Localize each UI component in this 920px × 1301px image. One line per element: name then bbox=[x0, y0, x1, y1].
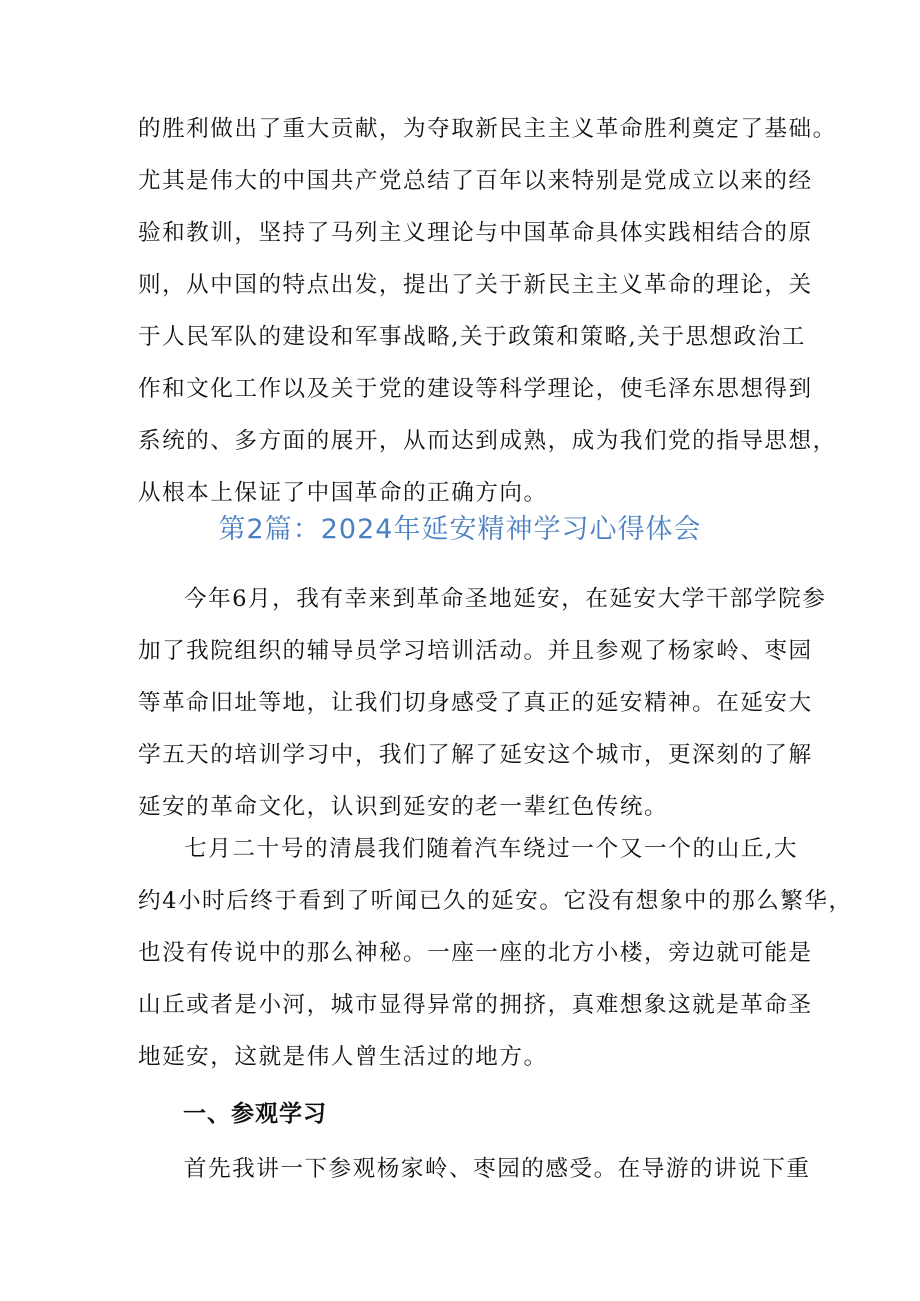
paragraph-line: 山丘或者是小河，城市显得异常的拥挤，真难想象这就是革命圣 bbox=[138, 992, 813, 1018]
paragraph-line: 学五天的培训学习中，我们了解了延安这个城市，更深刻的了解 bbox=[138, 742, 813, 768]
paragraph-line: 首先我讲一下参观杨家岭、枣园的感受。在导游的讲说下重 bbox=[184, 1156, 811, 1182]
body-paragraph-1 bbox=[138, 573, 827, 833]
paragraph-line: 则，从中国的特点出发，提出了关于新民主主义革命的理论，关 bbox=[138, 272, 813, 298]
paragraph-line: 七月二十号的清晨我们随着汽车绕过一个又一个的山丘,大 bbox=[184, 836, 798, 862]
paragraph-line: 加了我院组织的辅导员学习培训活动。并且参观了杨家岭、枣园 bbox=[138, 638, 813, 664]
paragraph-line: 也没有传说中的那么神秘。一座一座的北方小楼，旁边就可能是 bbox=[138, 940, 813, 966]
paragraph-line: 作和文化工作以及关于党的建设等科学理论，使毛泽东思想得到 bbox=[138, 376, 813, 402]
paragraph-line: 系统的、多方面的展开，从而达到成熟，成为我们党的指导思想， bbox=[138, 428, 837, 454]
paragraph-line: 的胜利做出了重大贡献，为夺取新民主主义革命胜利奠定了基础。 bbox=[138, 116, 837, 142]
intro-paragraph bbox=[138, 103, 837, 519]
body-paragraph-2 bbox=[138, 823, 853, 1083]
paragraph-line: 于人民军队的建设和军事战略,关于政策和策略,关于思想政治工 bbox=[138, 324, 806, 350]
paragraph-line: 延安的革命文化，认识到延安的老一辈红色传统。 bbox=[138, 794, 669, 820]
paragraph-line: 从根本上保证了中国革命的正确方向。 bbox=[138, 480, 548, 506]
paragraph-line: 今年6月，我有幸来到革命圣地延安，在延安大学干部学院参 bbox=[184, 586, 827, 612]
paragraph-line: 尤其是伟大的中国共产党总结了百年以来特别是党成立以来的经 bbox=[138, 168, 813, 194]
paragraph-line: 等革命旧址等地，让我们切身感受了真正的延安精神。在延安大 bbox=[138, 690, 813, 716]
section-heading: 一、参观学习 bbox=[183, 1101, 327, 1127]
paragraph-line: 约4小时后终于看到了听闻已久的延安。它没有想象中的那么繁华， bbox=[138, 888, 853, 914]
paragraph-line: 验和教训，坚持了马列主义理论与中国革命具体实践相结合的原 bbox=[138, 220, 813, 246]
body-paragraph-3 bbox=[138, 1143, 811, 1195]
paragraph-line: 地延安，这就是伟人曾生活过的地方。 bbox=[138, 1044, 548, 1070]
article-heading: 第2篇：2024年延安精神学习心得体会 bbox=[218, 514, 702, 545]
